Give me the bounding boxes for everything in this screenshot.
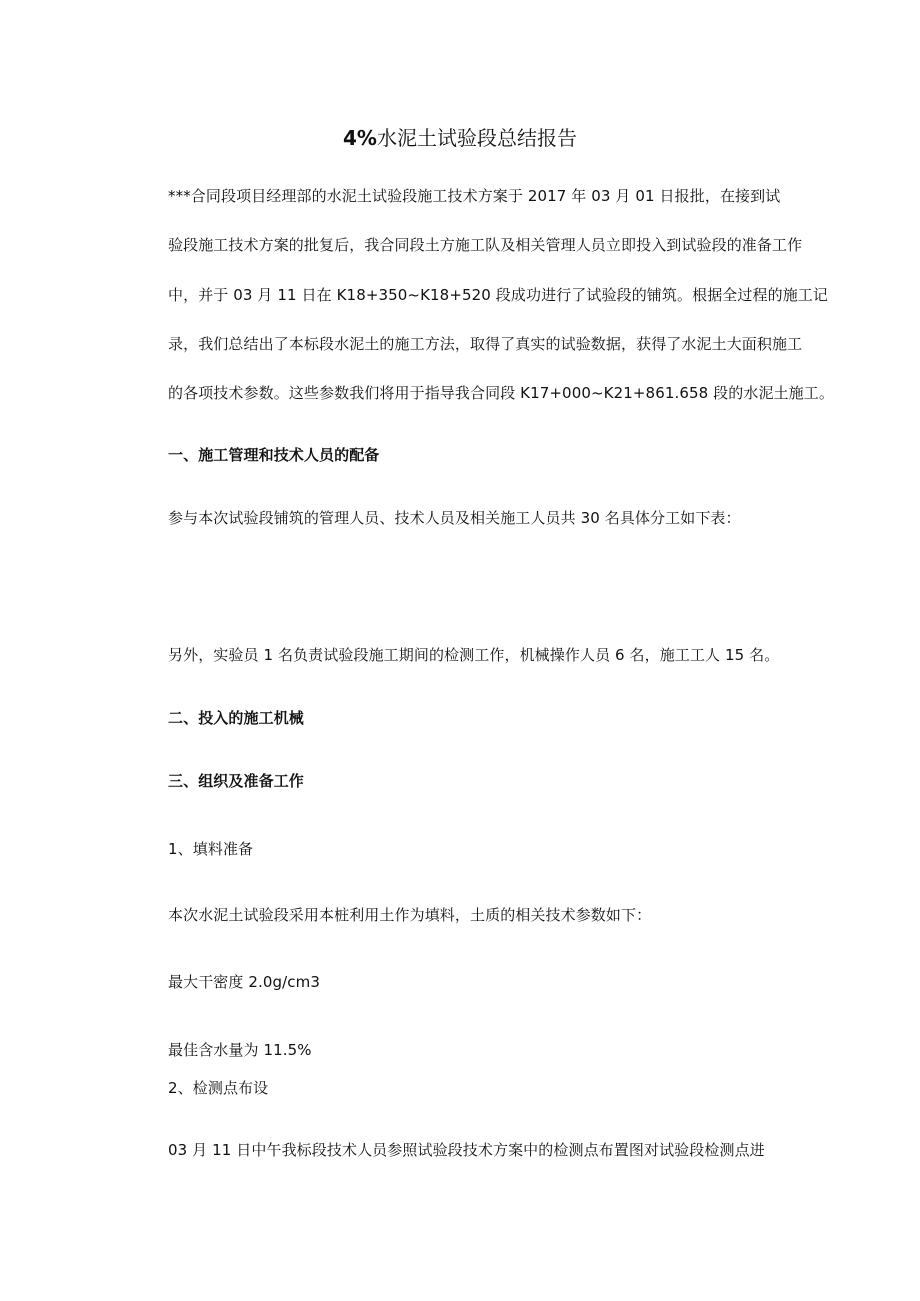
intro-line-3: 中，并于 03 月 11 日在 K18+350~K18+520 段成功进行了试验段的铺筑。根据全过程的施工记 xyxy=(168,286,828,304)
title-prefix: 4% xyxy=(343,126,377,150)
section3-heading: 三、组织及准备工作 xyxy=(168,772,304,790)
intro-line-2: 验段施工技术方案的批复后，我合同段土方施工队及相关管理人员立即投入到试验段的准备工作 xyxy=(168,236,803,254)
sub1-heading: 1、填料准备 xyxy=(168,840,254,858)
section1-heading: 一、施工管理和技术人员的配备 xyxy=(168,446,380,464)
intro-line-4: 录，我们总结出了本标段水泥土的施工方法，取得了真实的试验数据，获得了水泥土大面积施工 xyxy=(168,335,803,353)
optimal-moisture: 最佳含水量为 11.5% xyxy=(168,1041,312,1059)
title-main: 水泥土试验段总结报告 xyxy=(376,126,577,150)
sub2-paragraph: 03 月 11 日中午我标段技术人员参照试验段技术方案中的检测点布置图对试验段检测点进 xyxy=(168,1141,765,1159)
max-density: 最大干密度 2.0g/cm3 xyxy=(168,973,321,991)
section1-paragraph: 参与本次试验段铺筑的管理人员、技术人员及相关施工人员共 30 名具体分工如下表： xyxy=(168,509,741,527)
section2-heading: 二、投入的施工机械 xyxy=(168,709,304,727)
sub1-paragraph: 本次水泥土试验段采用本桩利用土作为填料，土质的相关技术参数如下： xyxy=(168,906,652,924)
document-title xyxy=(0,124,920,152)
section1-note: 另外，实验员 1 名负责试验段施工期间的检测工作，机械操作人员 6 名，施工工人 15 名。 xyxy=(168,646,780,664)
intro-line-5: 的各项技术参数。这些参数我们将用于指导我合同段 K17+000~K21+861.658 段的水泥土施工。 xyxy=(168,384,834,402)
sub2-heading: 2、检测点布设 xyxy=(168,1079,269,1097)
intro-line-1: ***合同段项目经理部的水泥土试验段施工技术方案于 2017 年 03 月 01 日报批，在接到试 xyxy=(168,187,781,205)
